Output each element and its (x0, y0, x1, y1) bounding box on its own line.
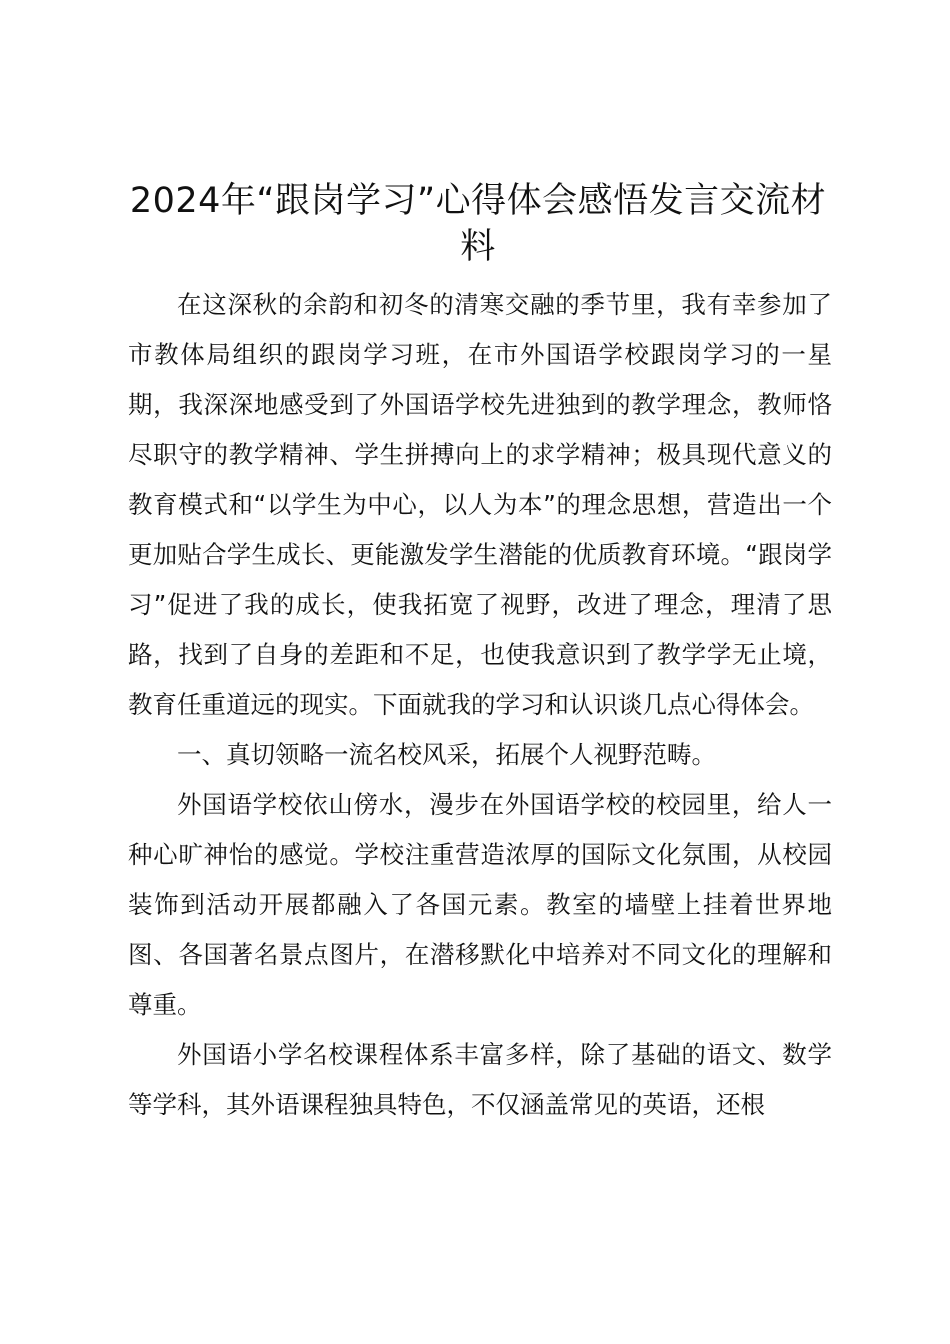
paragraph-intro: 在这深秋的余韵和初冬的清寒交融的季节里，我有幸参加了市教体局组织的跟岗学习班，在市外国语学校跟岗学习的一星期，我深深地感受到了外国语学校先进独到的教学理念，教师恪尽职守的教学精神、学生拼搏向上的求学精神；极具现代意义的教育模式和“以学生为中心，以人为本”的理念思想，营造出一个更加贴合学生成长、更能激发学生潜能的优质教育环境。“跟岗学习”促进了我的成长，使我拓宽了视野，改进了理念，理清了思路，找到了自身的差距和不足，也使我意识到了教学学无止境，教育任重道远的现实。下面就我的学习和认识谈几点心得体会。 (128, 290, 832, 719)
section-heading-1: 一、真切领略一流名校风采，拓展个人视野范畴。 (177, 740, 716, 769)
document-title: 2024年“跟岗学习”心得体会感悟发言交流材料 (129, 181, 827, 267)
paragraph-curriculum: 外国语小学名校课程体系丰富多样，除了基础的语文、数学等学科，其外语课程独具特色，不仅涵盖常见的英语，还根 (128, 1040, 832, 1119)
document-body (128, 280, 832, 1130)
paragraph-campus: 外国语学校依山傍水，漫步在外国语学校的校园里，给人一种心旷神怡的感觉。学校注重营造浓厚的国际文化氛围，从校园装饰到活动开展都融入了各国元素。教室的墙壁上挂着世界地图、各国著名景点图片，在潜移默化中培养对不同文化的理解和尊重。 (128, 790, 832, 1019)
